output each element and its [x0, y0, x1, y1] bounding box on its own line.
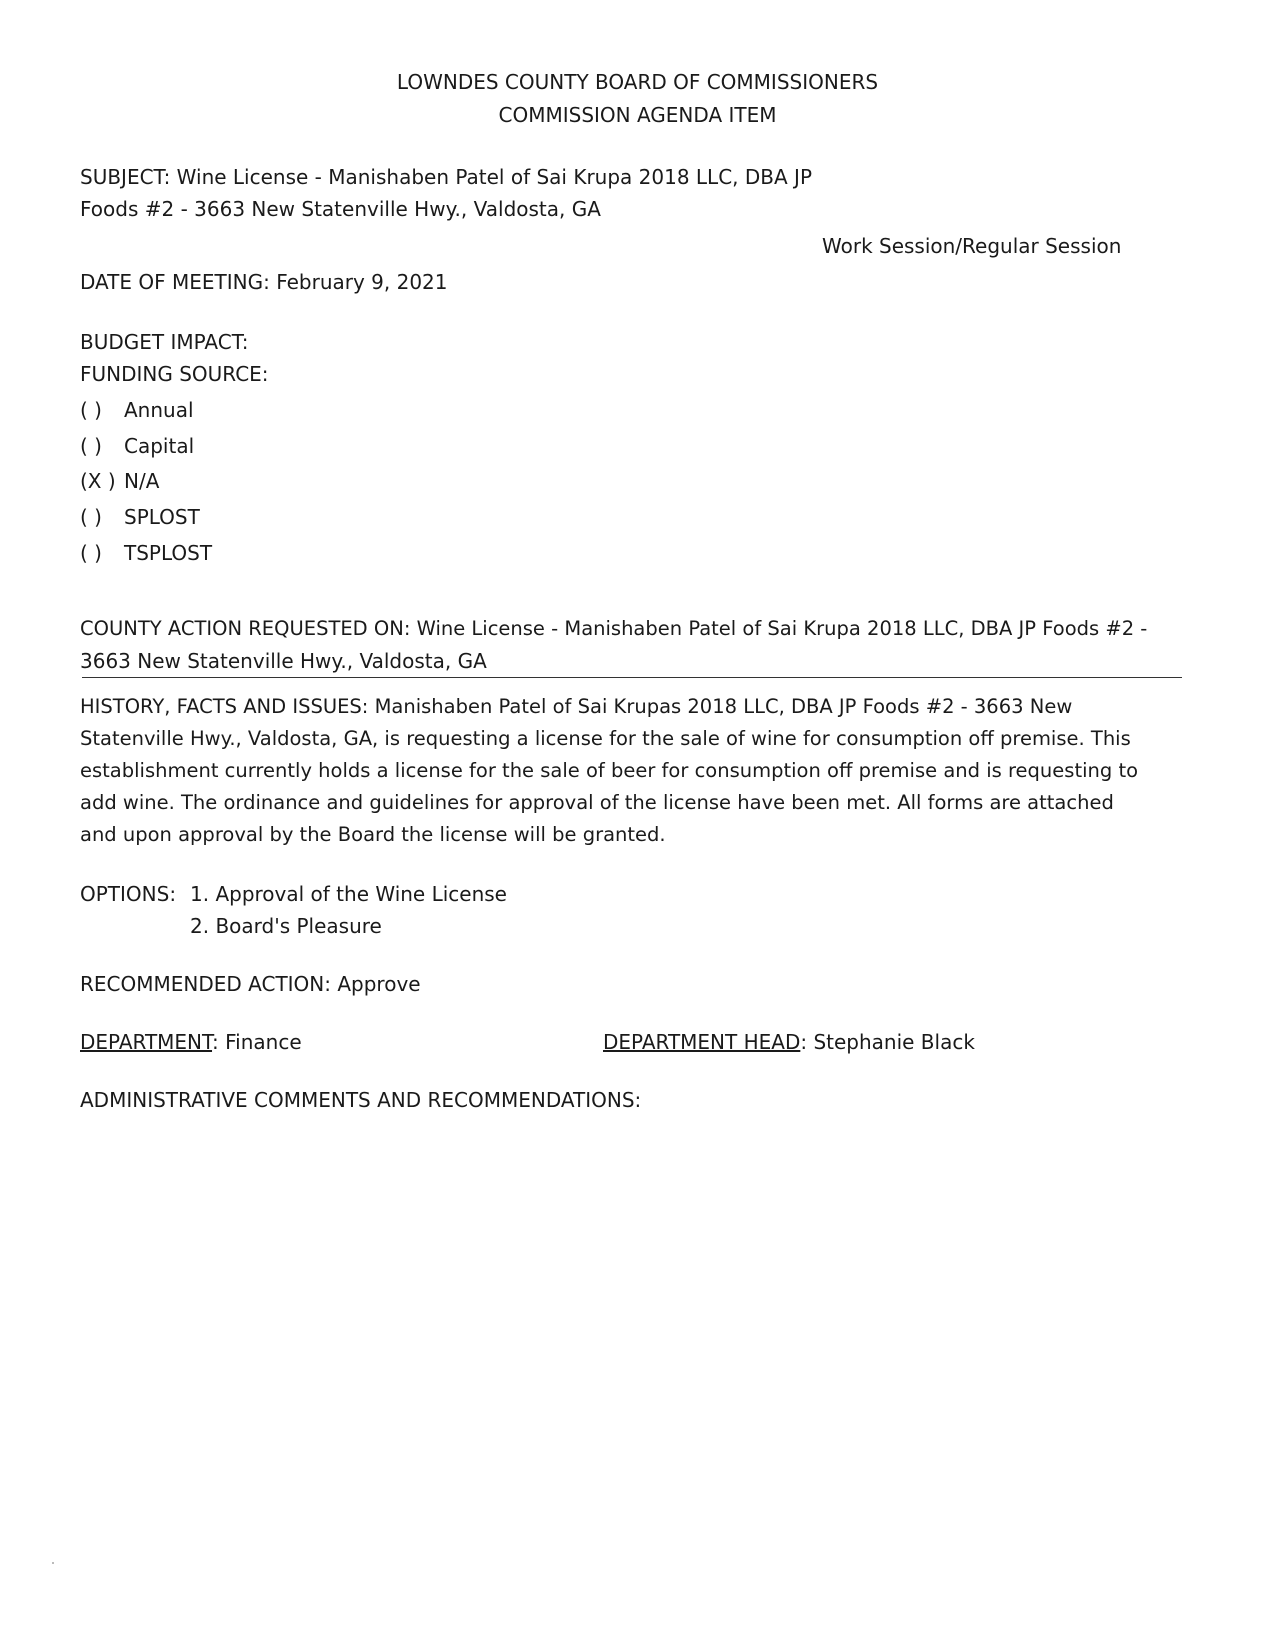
budget-impact: BUDGET IMPACT:: [80, 330, 249, 354]
funding-option-label: Capital: [124, 434, 195, 458]
department-head: [603, 1030, 975, 1054]
funding-option-mark: ( ): [80, 398, 102, 422]
header-title: LOWNDES COUNTY BOARD OF COMMISSIONERS: [396, 70, 879, 94]
history-line: and upon approval by the Board the license will be granted.: [80, 823, 666, 846]
funding-option: [80, 469, 159, 493]
funding-option-mark: ( ): [80, 541, 102, 565]
department: [80, 1030, 302, 1054]
scan-speck: [52, 1562, 54, 1564]
funding-option-label: SPLOST: [124, 505, 200, 529]
option-item-1: 1. Approval of the Wine License: [190, 882, 507, 906]
department-label: DEPARTMENT: [80, 1030, 213, 1054]
date-of-meeting: DATE OF MEETING: February 9, 2021: [80, 270, 448, 294]
department-value: : Finance: [212, 1030, 302, 1054]
county-action-line-2: 3663 New Statenville Hwy., Valdosta, GA: [80, 649, 487, 673]
funding-option-label: Annual: [124, 398, 194, 422]
funding-option: [80, 505, 200, 529]
funding-source: FUNDING SOURCE:: [80, 362, 269, 386]
admin-comments-label: ADMINISTRATIVE COMMENTS AND RECOMMENDATIONS:: [80, 1088, 642, 1112]
funding-option-mark: (X ): [80, 469, 116, 493]
header-subtitle: COMMISSION AGENDA ITEM: [498, 103, 777, 127]
department-head-label: DEPARTMENT HEAD: [603, 1030, 801, 1054]
option-item-2: 2. Board's Pleasure: [190, 914, 382, 938]
department-head-value: : Stephanie Black: [800, 1030, 975, 1054]
history-line: establishment currently holds a license for the sale of beer for consumption off premise and is requesting to: [80, 759, 1139, 782]
funding-option-mark: ( ): [80, 434, 102, 458]
history-line: HISTORY, FACTS AND ISSUES: Manishaben Patel of Sai Krupas 2018 LLC, DBA JP Foods #2 - 3663 New: [80, 695, 1073, 718]
funding-option: [80, 434, 194, 458]
section-divider: [82, 677, 1182, 678]
history-line: add wine. The ordinance and guidelines for approval of the license have been met. All forms are attached: [80, 791, 1114, 814]
recommended-action: RECOMMENDED ACTION: Approve: [80, 972, 421, 996]
funding-option: [80, 398, 194, 422]
funding-option-mark: ( ): [80, 505, 102, 529]
subject-line-2: Foods #2 - 3663 New Statenville Hwy., Valdosta, GA: [80, 197, 601, 221]
funding-option: [80, 541, 212, 565]
options-label: OPTIONS:: [80, 882, 177, 906]
funding-option-label: N/A: [124, 469, 160, 493]
county-action-line-1: COUNTY ACTION REQUESTED ON: Wine License - Manishaben Patel of Sai Krupa 2018 LLC, DBA JP Foods #2 -: [80, 617, 1148, 640]
history-line: Statenville Hwy., Valdosta, GA, is requesting a license for the sale of wine for consumption off premise. This: [80, 727, 1131, 750]
funding-option-label: TSPLOST: [124, 541, 213, 565]
session-type: Work Session/Regular Session: [822, 234, 1122, 258]
subject-line-1: SUBJECT: Wine License - Manishaben Patel of Sai Krupa 2018 LLC, DBA JP: [80, 165, 813, 189]
